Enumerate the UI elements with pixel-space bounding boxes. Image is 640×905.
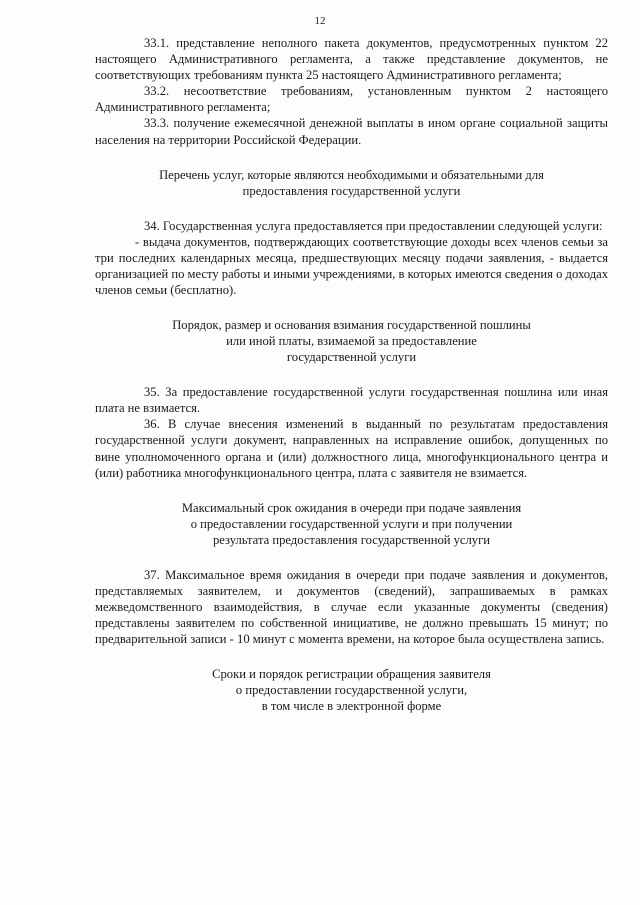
heading-line: о предоставлении государственной услуги и при получении xyxy=(190,516,513,531)
section-heading-registration xyxy=(95,666,608,714)
paragraph-36: 36. В случае внесения изменений в выданный по результатам предоставления государственной услуги документ, направленных на исправление ошибок, допущенных по вине уполномоченного органа и (или) должностного лица, многофункционального центра и (или) работника многофункционального центра, плата с заявителя не взимается. xyxy=(95,417,608,480)
heading-line: Сроки и порядок регистрации обращения заявителя xyxy=(212,667,491,682)
paragraph-34-item: - выдача документов, подтверждающих соответствующие доходы всех членов семьи за три последних календарных месяца, предшествующих месяцу подачи заявления, - выдается организацией по месту работы и иными учреждениями, в которых имеются сведения о доходах членов семьи (бесплатно). xyxy=(95,234,608,298)
paragraph-33-1: 33.1. представление неполного пакета документов, предусмотренных пунктом 22 настоящего Административного регламента, а также представление документов, не соответствующих требованиям пункта 25 настоящего Административного регламента; xyxy=(95,36,608,83)
section-heading-fee xyxy=(95,317,608,365)
heading-line: в том числе в электронной форме xyxy=(261,699,442,714)
page-number: 12 xyxy=(314,15,326,27)
heading-line: о предоставлении государственной услуги, xyxy=(235,683,468,698)
section-heading-services xyxy=(95,167,608,199)
paragraph-33-2: 33.2. несоответствие требованиям, установленным пунктом 2 настоящего Административного регламента; xyxy=(95,84,608,115)
heading-line: результата предоставления государственной услуги xyxy=(212,532,491,547)
section-heading-queue xyxy=(95,500,608,548)
document-body xyxy=(95,35,608,714)
paragraph-34: 34. Государственная услуга предоставляется при предоставлении следующей услуги: xyxy=(144,218,603,233)
heading-line: или иной платы, взимаемой за предоставление xyxy=(226,334,477,349)
paragraph-33-3: 33.3. получение ежемесячной денежной выплаты в ином органе социальной защиты населения на территории Российской Федерации. xyxy=(95,116,608,147)
paragraph-37: 37. Максимальное время ожидания в очереди при подаче заявления и документов, представляемых заявителем, и документов (сведений), запрашиваемых в рамках межведомственного взаимодействия, в случае если указанные документы (сведения) представлены заявителем по собственной инициативе, не должно превышать 15 минут; по предварительной записи - 10 минут с момента времени, на которое была осуществлена запись. xyxy=(95,567,608,647)
heading-line: Максимальный срок ожидания в очереди при подаче заявления xyxy=(181,500,522,515)
heading-line: государственной услуги xyxy=(286,350,417,365)
heading-line: Порядок, размер и основания взимания государственной пошлины xyxy=(172,318,531,333)
heading-line: Перечень услуг, которые являются необходимыми и обязательными для xyxy=(159,167,544,182)
heading-line: предоставления государственной услуги xyxy=(242,183,461,198)
paragraph-35: 35. За предоставление государственной услуги государственная пошлина или иная плата не взимается. xyxy=(95,385,608,416)
